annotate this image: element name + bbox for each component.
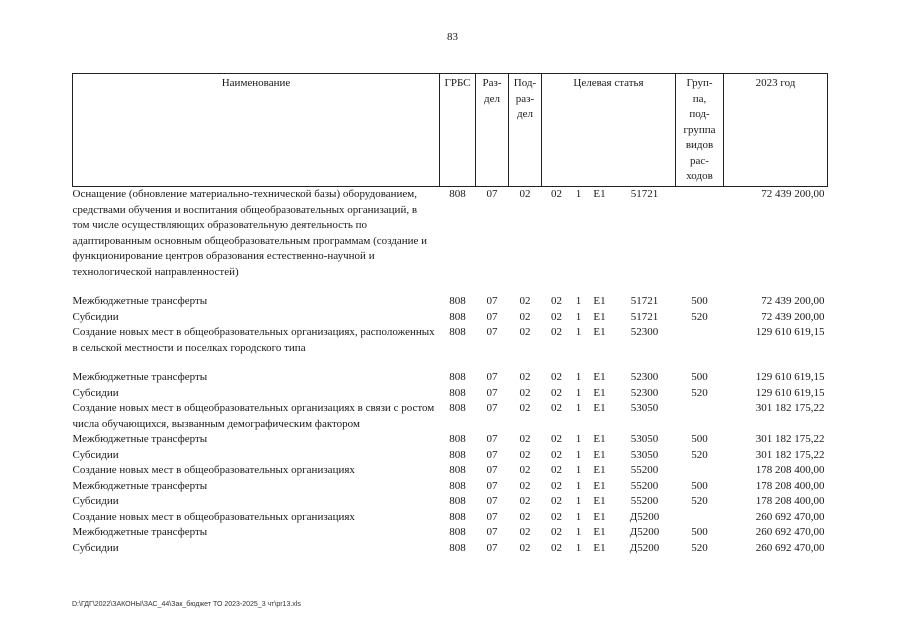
row-grbs: 808	[449, 310, 466, 323]
row-expense-group	[676, 187, 724, 281]
row-name: Создание новых мест в общеобразовательных организациях	[72, 464, 355, 476]
row-razdel: 07	[486, 541, 498, 554]
row-target-subprogram: 1	[575, 295, 582, 307]
row-amount: 260 692 470,00	[755, 541, 825, 554]
row-name: Межбюджетные трансферты	[72, 479, 208, 492]
row-expense-group: 500	[691, 371, 708, 383]
row-razdel: 07	[486, 326, 498, 338]
page-number: 83	[447, 31, 458, 43]
row-target-program: 02	[551, 188, 562, 200]
row-name: Субсидии	[72, 541, 119, 554]
row-name: Оснащение (обновление материально-технической базы) оборудованием, средствами обучения и воспитания общеобразовательных организаций, в том числе осуществляющих образовательную деятельность по адаптированным основным общеобразовательным программам (создание и функционирование центров образования естественно-научной и технологической направленностей)	[72, 188, 428, 278]
row-grbs: 808	[449, 526, 466, 538]
row-amount: 129 610 619,15	[755, 371, 825, 383]
row-podrazdel: 02	[519, 371, 531, 383]
row-name: Межбюджетные трансферты	[72, 526, 208, 538]
row-target-program: 02	[551, 371, 562, 383]
table-row	[73, 525, 828, 541]
row-target-project: E1	[593, 188, 606, 200]
row-target-subprogram: 1	[575, 495, 582, 507]
row-podrazdel: 02	[519, 386, 531, 399]
row-podrazdel: 02	[519, 433, 531, 445]
table-row	[73, 494, 828, 510]
spacer-cell	[73, 356, 828, 370]
row-grbs: 808	[449, 464, 466, 476]
row-target-project: E1	[593, 448, 606, 461]
row-target-program: 02	[551, 326, 562, 338]
row-grbs: 808	[449, 188, 466, 200]
row-razdel: 07	[486, 448, 498, 461]
row-expense-group	[676, 401, 724, 432]
row-razdel: 07	[486, 495, 498, 507]
row-target-project: E1	[593, 326, 606, 338]
row-target-subprogram: 1	[575, 526, 582, 538]
row-target-project: E1	[593, 371, 606, 383]
row-target-program: 02	[551, 479, 562, 492]
table-row	[73, 294, 828, 310]
row-amount: 178 208 400,00	[755, 464, 825, 476]
row-target-program: 02	[551, 386, 562, 399]
hdr-pr-text: Под- раз- дел	[513, 77, 537, 120]
row-target-subprogram: 1	[575, 310, 582, 323]
row-target-subprogram: 1	[575, 464, 582, 476]
row-target-program: 02	[551, 541, 562, 554]
row-expense-group	[676, 325, 724, 356]
file-path-footer: D:\ГДГ\2022\ЗАКОНЫ\ЗАС_44\Зак_бюджет ТО 2023-2025_3 чт\pr13.xls	[72, 601, 301, 608]
row-razdel: 07	[486, 464, 498, 476]
row-target-direction: 52300	[630, 326, 659, 338]
row-amount: 129 610 619,15	[755, 326, 825, 338]
table-row	[73, 386, 828, 402]
row-target-direction: 52300	[630, 386, 659, 399]
hdr-vr-text: Груп- па, под- группа видов рас- ходов	[683, 77, 716, 182]
row-target-direction: 52300	[630, 371, 659, 383]
row-grbs: 808	[449, 402, 466, 414]
row-grbs: 808	[449, 448, 466, 461]
row-podrazdel: 02	[519, 510, 531, 523]
row-podrazdel: 02	[519, 448, 531, 461]
row-target-program: 02	[551, 495, 562, 507]
row-target-direction: 51721	[630, 310, 659, 323]
row-target-direction: 55200	[630, 495, 659, 507]
table-row	[73, 370, 828, 386]
row-expense-group: 520	[691, 386, 708, 399]
row-amount: 260 692 470,00	[755, 526, 825, 538]
row-target-program: 02	[551, 402, 562, 414]
row-name: Межбюджетные трансферты	[72, 371, 208, 383]
row-podrazdel: 02	[519, 310, 531, 323]
row-target-project: E1	[593, 495, 606, 507]
hdr-rz-text: Раз- дел	[482, 77, 502, 105]
row-grbs: 808	[449, 541, 466, 554]
budget-table	[72, 73, 828, 556]
row-target-direction: 53050	[630, 433, 659, 445]
row-podrazdel: 02	[519, 295, 531, 307]
row-target-program: 02	[551, 464, 562, 476]
row-amount: 178 208 400,00	[755, 495, 825, 507]
row-target-program: 02	[551, 526, 562, 538]
row-target-direction: Д5200	[629, 526, 660, 538]
table-row	[73, 310, 828, 326]
row-name: Межбюджетные трансферты	[72, 295, 208, 307]
row-amount: 301 182 175,22	[755, 448, 825, 461]
row-podrazdel: 02	[519, 479, 531, 492]
row-target-direction: Д5200	[629, 510, 660, 523]
row-podrazdel: 02	[519, 326, 531, 338]
row-name: Создание новых мест в общеобразовательных организациях в связи с ростом числа обучающихся, вызванным демографическим фактором	[72, 402, 435, 430]
row-grbs: 808	[449, 433, 466, 445]
row-razdel: 07	[486, 479, 498, 492]
row-name: Субсидии	[72, 495, 119, 507]
row-name: Создание новых мест в общеобразовательных организациях	[72, 510, 355, 523]
table-row	[73, 448, 828, 464]
row-grbs: 808	[449, 371, 466, 383]
table-row	[73, 401, 828, 432]
row-razdel: 07	[486, 310, 498, 323]
row-razdel: 07	[486, 402, 498, 414]
table-row	[73, 541, 828, 557]
row-target-direction: 55200	[630, 479, 659, 492]
row-name: Субсидии	[72, 310, 119, 323]
table-body	[73, 187, 828, 557]
table-header	[73, 74, 828, 187]
table-row	[73, 325, 828, 356]
row-expense-group: 520	[691, 541, 708, 554]
row-target-subprogram: 1	[575, 402, 582, 414]
row-razdel: 07	[486, 371, 498, 383]
row-expense-group: 520	[691, 495, 708, 507]
row-expense-group: 500	[691, 479, 708, 492]
row-razdel: 07	[486, 433, 498, 445]
row-grbs: 808	[449, 295, 466, 307]
row-amount: 260 692 470,00	[755, 510, 825, 523]
row-expense-group: 500	[691, 295, 708, 307]
row-name: Межбюджетные трансферты	[72, 433, 208, 445]
table-row	[73, 479, 828, 495]
row-target-subprogram: 1	[575, 448, 582, 461]
row-name: Создание новых мест в общеобразовательных организациях, расположенных в сельской местности и поселках городского типа	[72, 326, 435, 354]
row-grbs: 808	[449, 479, 466, 492]
row-target-subprogram: 1	[575, 510, 582, 523]
row-name: Субсидии	[72, 386, 119, 399]
row-target-program: 02	[551, 310, 562, 323]
row-target-program: 02	[551, 295, 562, 307]
row-target-direction: 53050	[630, 448, 659, 461]
row-expense-group: 520	[691, 448, 708, 461]
row-razdel: 07	[486, 386, 498, 399]
row-podrazdel: 02	[519, 495, 531, 507]
header-podrazdel	[509, 74, 542, 187]
row-target-subprogram: 1	[575, 541, 582, 554]
row-target-subprogram: 1	[575, 386, 582, 399]
row-target-subprogram: 1	[575, 433, 582, 445]
row-target-direction: 55200	[630, 464, 659, 476]
table-row	[73, 187, 828, 281]
row-podrazdel: 02	[519, 402, 531, 414]
row-target-direction: 53050	[630, 402, 659, 414]
spacer-row	[73, 356, 828, 370]
spacer-cell	[73, 280, 828, 294]
row-grbs: 808	[449, 510, 466, 523]
row-expense-group: 520	[691, 310, 708, 323]
row-target-subprogram: 1	[575, 326, 582, 338]
row-podrazdel: 02	[519, 526, 531, 538]
row-expense-group	[676, 463, 724, 479]
row-target-project: E1	[593, 402, 606, 414]
header-year: 2023 год	[724, 74, 828, 187]
row-target-project: E1	[593, 386, 606, 399]
row-expense-group: 500	[691, 526, 708, 538]
row-expense-group: 500	[691, 433, 708, 445]
row-podrazdel: 02	[519, 541, 531, 554]
row-target-direction: Д5200	[629, 541, 660, 554]
row-target-project: E1	[593, 510, 606, 523]
row-target-program: 02	[551, 448, 562, 461]
budget-sheet	[72, 73, 827, 556]
header-target-article: Целевая статья	[542, 74, 676, 187]
header-grbs: ГРБС	[440, 74, 476, 187]
row-grbs: 808	[449, 495, 466, 507]
row-amount: 301 182 175,22	[755, 402, 825, 414]
row-target-subprogram: 1	[575, 479, 582, 492]
table-row	[73, 432, 828, 448]
row-target-project: E1	[593, 295, 606, 307]
row-razdel: 07	[486, 510, 498, 523]
row-amount: 72 439 200,00	[761, 188, 825, 200]
row-target-direction: 51721	[630, 295, 659, 307]
row-target-project: E1	[593, 433, 606, 445]
table-row	[73, 463, 828, 479]
row-target-project: E1	[593, 541, 606, 554]
row-target-project: E1	[593, 310, 606, 323]
row-podrazdel: 02	[519, 464, 531, 476]
row-target-project: E1	[593, 464, 606, 476]
table-row	[73, 510, 828, 526]
row-target-subprogram: 1	[575, 188, 582, 200]
row-podrazdel: 02	[519, 188, 531, 200]
row-razdel: 07	[486, 188, 498, 200]
row-razdel: 07	[486, 526, 498, 538]
row-amount: 72 439 200,00	[761, 295, 825, 307]
spacer-row	[73, 280, 828, 294]
row-target-direction: 51721	[630, 188, 659, 200]
row-amount: 178 208 400,00	[755, 479, 825, 492]
row-name: Субсидии	[72, 448, 119, 461]
row-amount: 72 439 200,00	[761, 310, 825, 323]
row-target-subprogram: 1	[575, 371, 582, 383]
row-amount: 301 182 175,22	[755, 433, 825, 445]
row-target-program: 02	[551, 510, 562, 523]
row-grbs: 808	[449, 386, 466, 399]
row-grbs: 808	[449, 326, 466, 338]
row-target-project: E1	[593, 526, 606, 538]
row-razdel: 07	[486, 295, 498, 307]
header-razdel	[476, 74, 509, 187]
row-target-program: 02	[551, 433, 562, 445]
row-target-project: E1	[593, 479, 606, 492]
header-expense-group	[676, 74, 724, 187]
row-amount: 129 610 619,15	[755, 386, 825, 399]
header-name: Наименование	[73, 74, 440, 187]
row-expense-group	[676, 510, 724, 526]
